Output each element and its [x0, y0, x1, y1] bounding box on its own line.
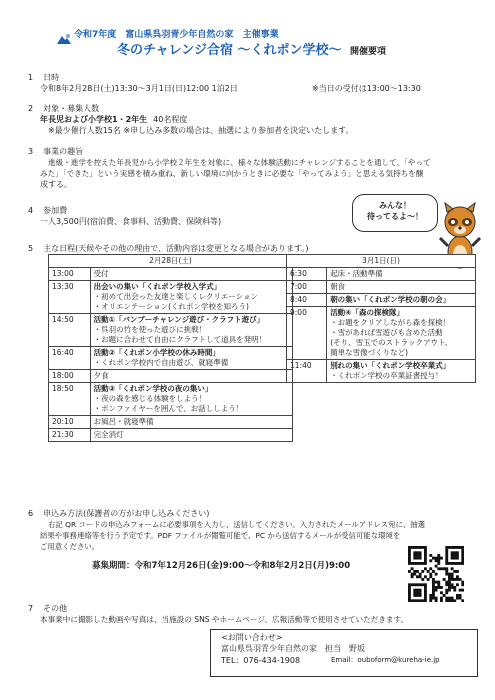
table-row: 14:50 活動①「バンブーチャレンジ遊び・クラフト遊び」 ・呉羽の竹を使った遊びに挑戦！ ・お題に合わせて自由にクラフトして道具を発明！: [49, 314, 293, 347]
speech-line-2: 待ってるよ～！: [367, 212, 423, 221]
section-3-line2: みた」「できた」という実感を積み重ね、新しい環境に向かうときに必要な「やってみよう」と思える気持ちを醸: [40, 169, 424, 178]
section-5-heading: 5 主な日程(天候やその他の理由で、活動内容は変更となる場合があります。): [28, 244, 309, 253]
day1-header: 2月28日(土): [49, 255, 293, 268]
table-row: 13:00 受付: [49, 268, 293, 281]
section-2-heading: 2 対象・募集人数: [28, 104, 100, 113]
table-row: 21:30 完全消灯: [49, 429, 293, 442]
title-subtitle: 開催要項: [350, 47, 387, 57]
section-6-heading: 6 申込み方法(保護者の方がお申し込みください): [28, 509, 210, 518]
contact-heading: <お問い合わせ>: [221, 633, 283, 642]
table-row: 11:40 別れの集い「くれポン学校卒業式」 ・くれポン学校の卒業証書授与！: [287, 360, 476, 383]
schedule-day1-table: [48, 254, 293, 442]
section-6-line2: 結果や事務連絡等を行う予定です。PDF ファイルが閲覧可能で、PC から送信するメールが受信可能な環境を: [40, 531, 401, 540]
contact-email[interactable]: Email：ouboform@kureha-ie.jp: [331, 656, 440, 664]
table-row: 18:00 夕食: [49, 370, 293, 383]
table-row: 20:10 お風呂・就寝準備: [49, 416, 293, 429]
header-year: 令和7年度: [74, 30, 117, 40]
day2-header: 3月1日(日): [287, 255, 476, 268]
table-row: 9:00 活動④「森の探検隊」 ・お題をクリアしながら森を探検！ ・雪があれば雪遊びも含めた活動 (そり、雪玉でのストラックアウト、 簡単な雪像づくりなど): [287, 307, 476, 360]
section-7-text: 本事業中に撮影した動画や写真は、当施設の SNS やホームページ、広報活動等で使用させていただきます。: [40, 615, 409, 624]
schedule-day2-table: [286, 254, 476, 383]
header-org: 富山県呉羽青少年自然の家: [125, 30, 234, 40]
section-6-line3: ご用意ください。: [40, 542, 100, 551]
speech-line-1: みんな！: [379, 201, 411, 210]
org-logo-icon: [56, 30, 72, 42]
section-2-note: ※最少催行人数15名 ※申し込み多数の場合は、抽選により参加者を決定いたします。: [48, 126, 354, 135]
section-4-fee: 一人3,500円(宿泊費、食事料、活動費、保険料等): [40, 217, 222, 226]
contact-tel: TEL：076-434-1908: [221, 656, 301, 665]
qr-code-icon[interactable]: [408, 546, 464, 602]
section-3-line1: 進級・進学を控えた年長児から小学校２年生を対象に、様々な体験活動にチャレンジすることを通して、「やって: [48, 158, 431, 167]
contact-line1: 富山県呉羽青少年自然の家 担当 野坂: [221, 644, 365, 653]
header-line: [74, 30, 279, 41]
section-3-line3: 成する。: [40, 180, 72, 189]
section-2-target: 年長児および小学校1・2年生 40名程度: [40, 115, 188, 124]
speech-bubble: [352, 194, 438, 232]
section-4-heading: 4 参加費: [28, 206, 68, 215]
title-text: 冬のチャレンジ合宿 ～くれポン学校～: [117, 43, 342, 58]
section-1-note: ※当日の受付は13:00～13:30: [312, 84, 421, 93]
page-title: [117, 43, 386, 60]
table-row: 8:40 朝の集い「くれポン学校の朝の会」: [287, 294, 476, 307]
section-1-date: 令和8年2月28日(土)13:30～3月1日(日)12:00 1泊2日: [40, 84, 238, 93]
section-6-period: 募集期間：令和7年12月26日(金)9:00～令和8年2月2日(月)9:00: [92, 561, 351, 571]
table-row: 6:30 起床・活動準備: [287, 268, 476, 281]
table-row: 16:40 活動②「くれポン小学校の休み時間」 ・くれポン学校内で自由遊び、就寝準備: [49, 347, 293, 370]
table-row: 18:50 活動③「くれポン学校の夜の集い」 ・夜の森を感じる体験をしよう！ ・ボンファイヤーを囲んで、お話ししよう！: [49, 383, 293, 416]
section-3-heading: 3 事業の趣旨: [28, 147, 84, 156]
table-row: 7:00 朝食: [287, 281, 476, 294]
section-6-line1: 右記 QR コードの申込みフォームに必要事項を入力し、送信してください。入力されたメールアドレス宛に、抽選: [48, 520, 426, 529]
table-row: 13:30 出会いの集い「くれポン学校入学式」 ・初めて出会った友達と楽しくレクリエーション ・オリエンテーション(くれポン学校を知ろう): [49, 281, 293, 314]
header-event-type: 主催事業: [242, 30, 279, 40]
contact-box: [210, 629, 478, 677]
section-1-heading: 1 日時: [28, 73, 60, 82]
section-7-heading: 7 その他: [28, 604, 68, 613]
